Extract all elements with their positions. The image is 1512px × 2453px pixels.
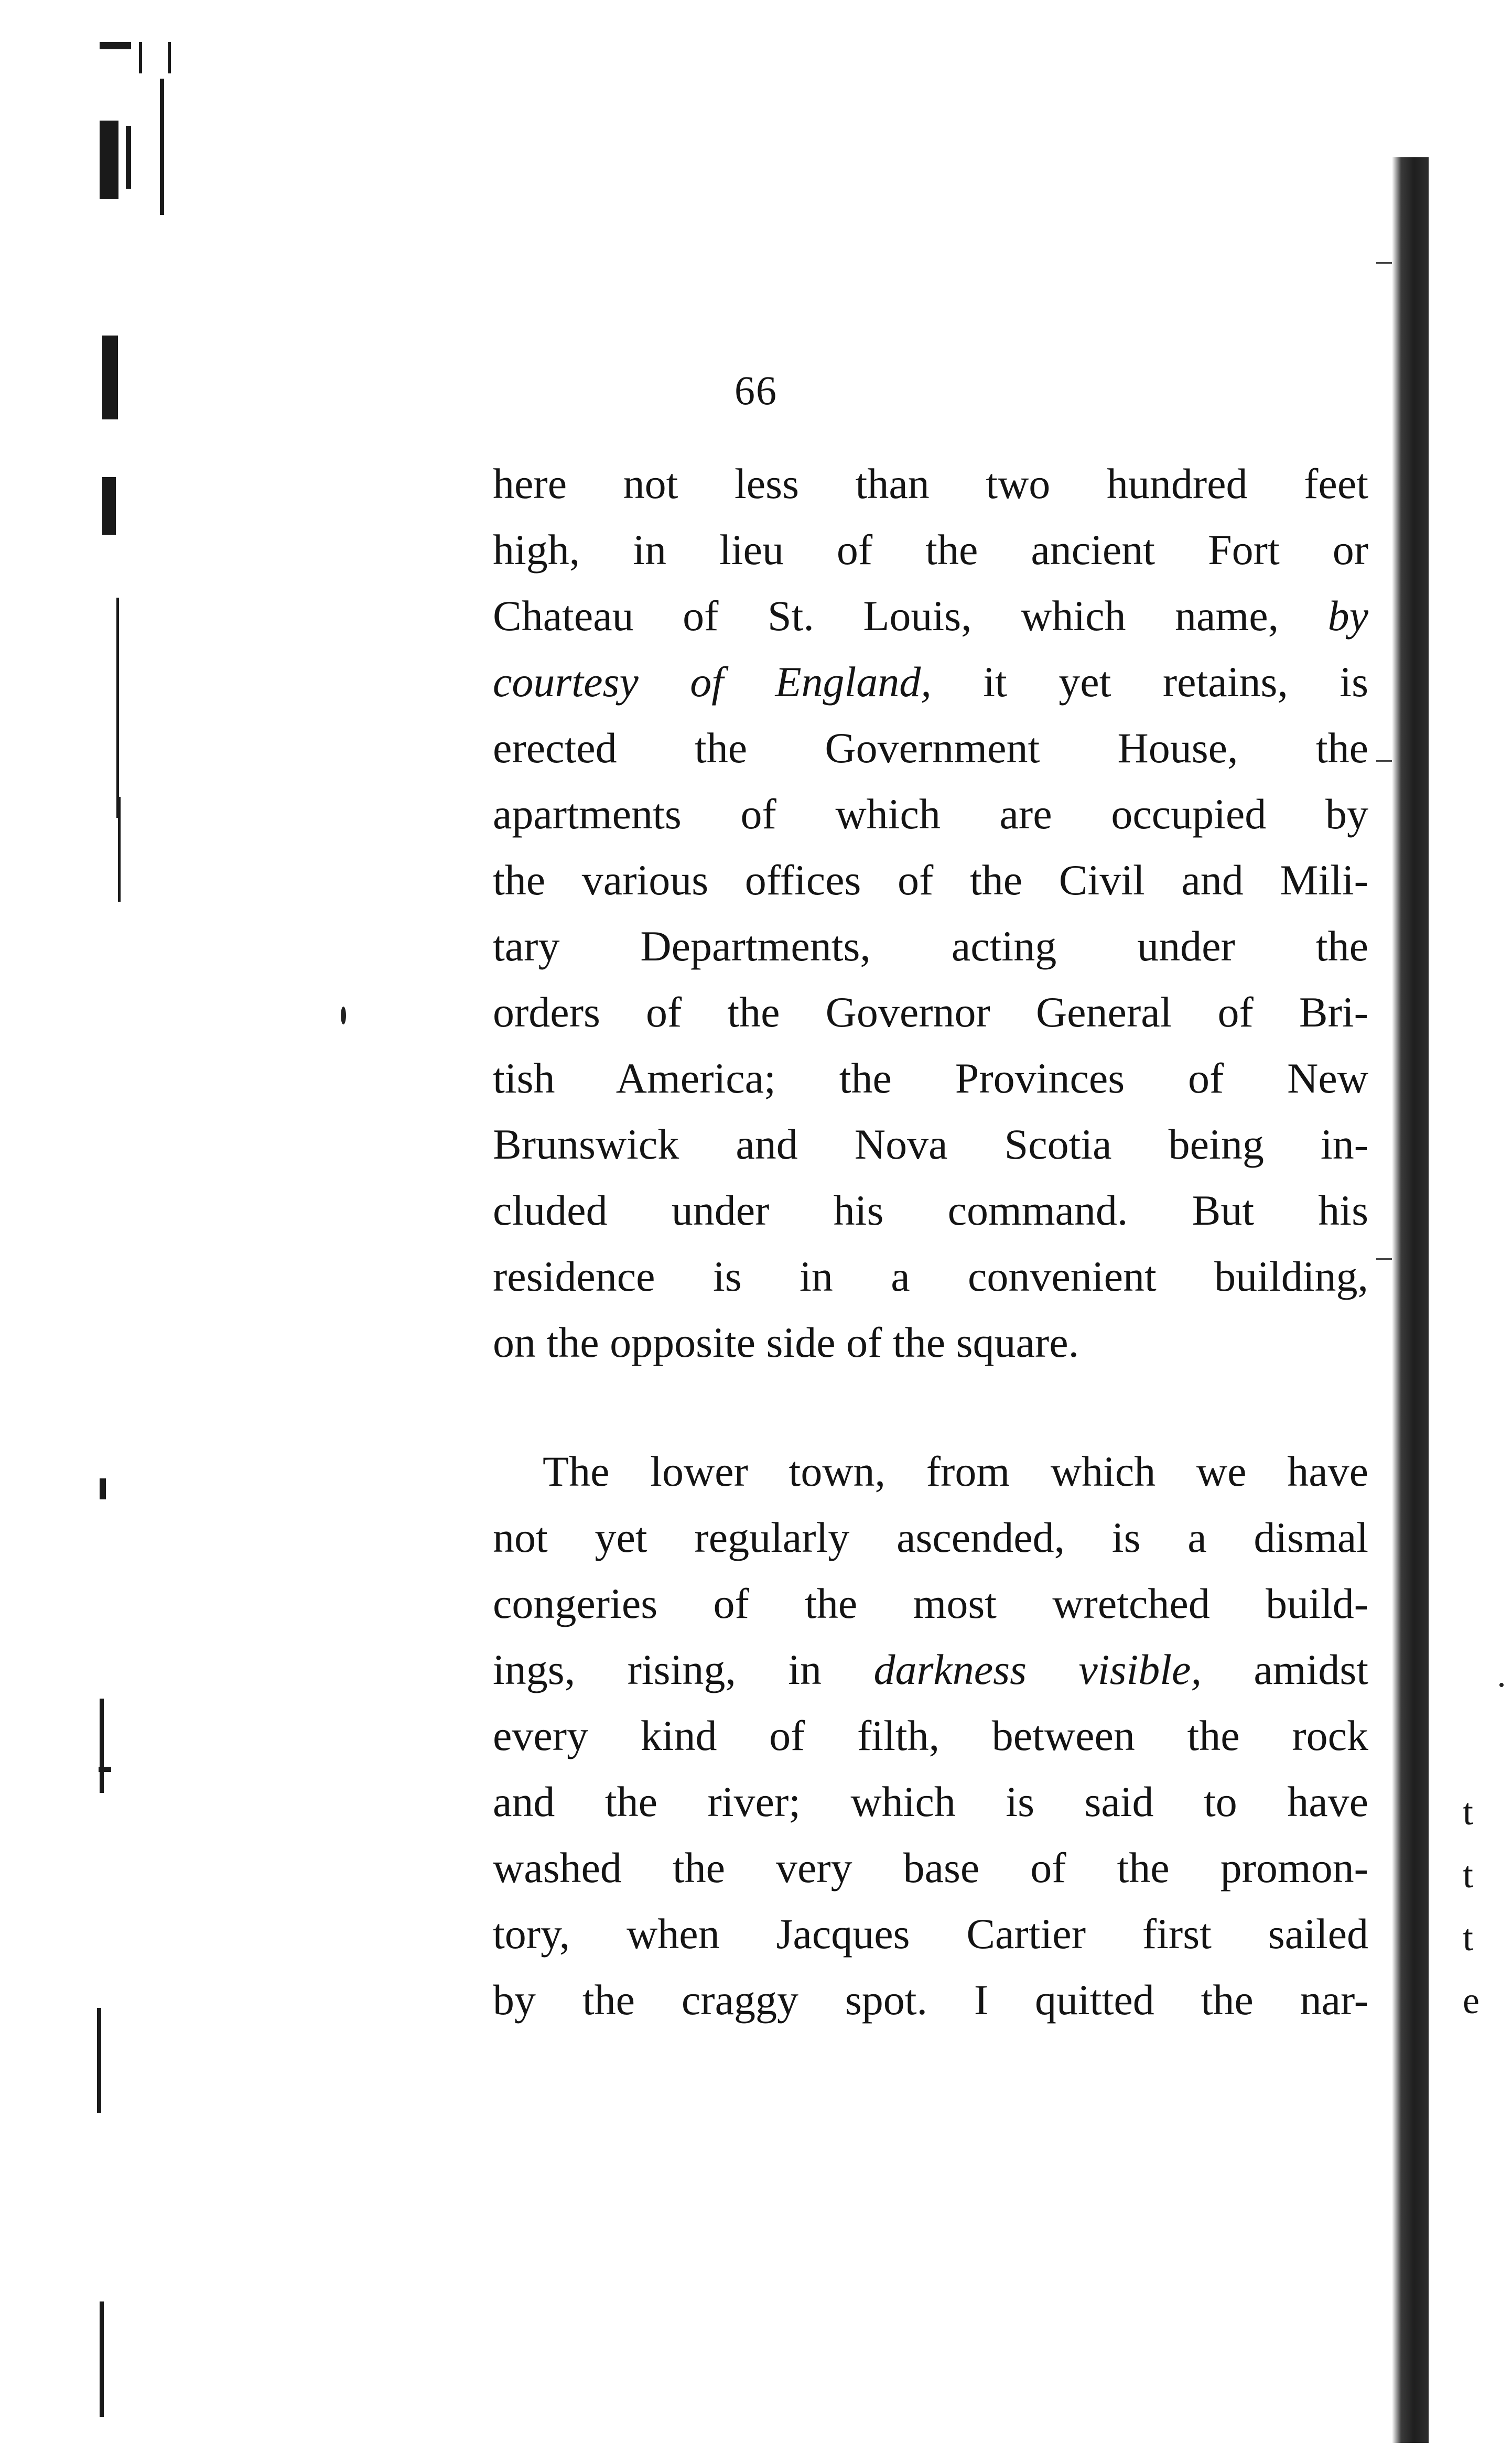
- paragraph: [493, 451, 1368, 1376]
- text-line: by the craggy spot. I quitted the nar-: [493, 1976, 1368, 2024]
- bleed-letter: t: [1463, 1854, 1474, 1896]
- gutter-mark: [118, 797, 121, 902]
- facing-page-bleed: [1463, 1363, 1505, 2045]
- gutter-mark: [100, 2301, 104, 2417]
- right-page-edge-shadow: [1392, 157, 1429, 2443]
- text-line: washed the very base of the promon-: [493, 1844, 1368, 1892]
- text-line: tory, when Jacques Cartier first sailed: [493, 1910, 1368, 1958]
- text-line: orders of the Governor General of Bri-: [493, 988, 1368, 1036]
- text-line: high, in lieu of the ancient Fort or: [493, 526, 1368, 574]
- text-line: and the river; which is said to have: [493, 1778, 1368, 1825]
- gutter-mark: [100, 121, 118, 199]
- italic-span: of: [690, 658, 724, 706]
- gutter-mark: [99, 1767, 111, 1772]
- text-line: every kind of filth, between the rock: [493, 1712, 1368, 1759]
- gutter-mark: [139, 42, 142, 73]
- text-line: ings, rising, in darkness visible, amidst: [493, 1646, 1368, 1693]
- gutter-mark: [97, 2008, 101, 2113]
- text-line: tary Departments, acting under the: [493, 922, 1368, 970]
- gutter-mark: [168, 42, 171, 73]
- body-text: [493, 451, 1368, 2033]
- bleed-letter: t: [1463, 1917, 1474, 1959]
- text-line: The lower town, from which we have: [543, 1447, 1368, 1495]
- page-number: 66: [735, 368, 777, 413]
- text-line: residence is in a convenient building,: [493, 1252, 1368, 1300]
- edge-speck: [1376, 1258, 1392, 1260]
- gutter-mark: [100, 1478, 106, 1499]
- text-line: not yet regularly ascended, is a dismal: [493, 1514, 1368, 1561]
- text-line: erected the Government House, the: [493, 724, 1368, 772]
- text-line: here not less than two hundred feet: [493, 460, 1368, 507]
- text-line: the various offices of the Civil and Mili-: [493, 856, 1368, 904]
- text-line: courtesy of England, it yet retains, is: [493, 658, 1368, 706]
- bleed-letter: t: [1463, 1791, 1474, 1833]
- paragraph: [493, 1439, 1368, 2033]
- italic-span: by: [1327, 592, 1368, 640]
- gutter-mark: [100, 42, 131, 49]
- text-line: Chateau of St. Louis, which name, by: [493, 592, 1368, 640]
- gutter-mark: [160, 79, 164, 215]
- gutter-mark: [102, 477, 116, 535]
- text-line: congeries of the most wretched build-: [493, 1580, 1368, 1627]
- text-line: on the opposite side of the square.: [493, 1319, 1079, 1366]
- edge-speck: [1376, 262, 1392, 264]
- gutter-mark: [100, 1699, 104, 1793]
- text-line: apartments of which are occupied by: [493, 790, 1368, 838]
- italic-span: courtesy: [493, 658, 639, 706]
- text-line: tish America; the Provinces of New: [493, 1054, 1368, 1102]
- italic-span: darkness visible,: [873, 1646, 1202, 1693]
- stray-mark: [341, 1007, 346, 1024]
- text-line: cluded under his command. But his: [493, 1186, 1368, 1234]
- bleed-letter: e: [1463, 1980, 1479, 2022]
- edge-speck: [1376, 760, 1392, 762]
- italic-span: England,: [775, 658, 932, 706]
- gutter-mark: [116, 598, 119, 818]
- gutter-mark: [126, 126, 131, 189]
- text-line: Brunswick and Nova Scotia being in-: [493, 1120, 1368, 1168]
